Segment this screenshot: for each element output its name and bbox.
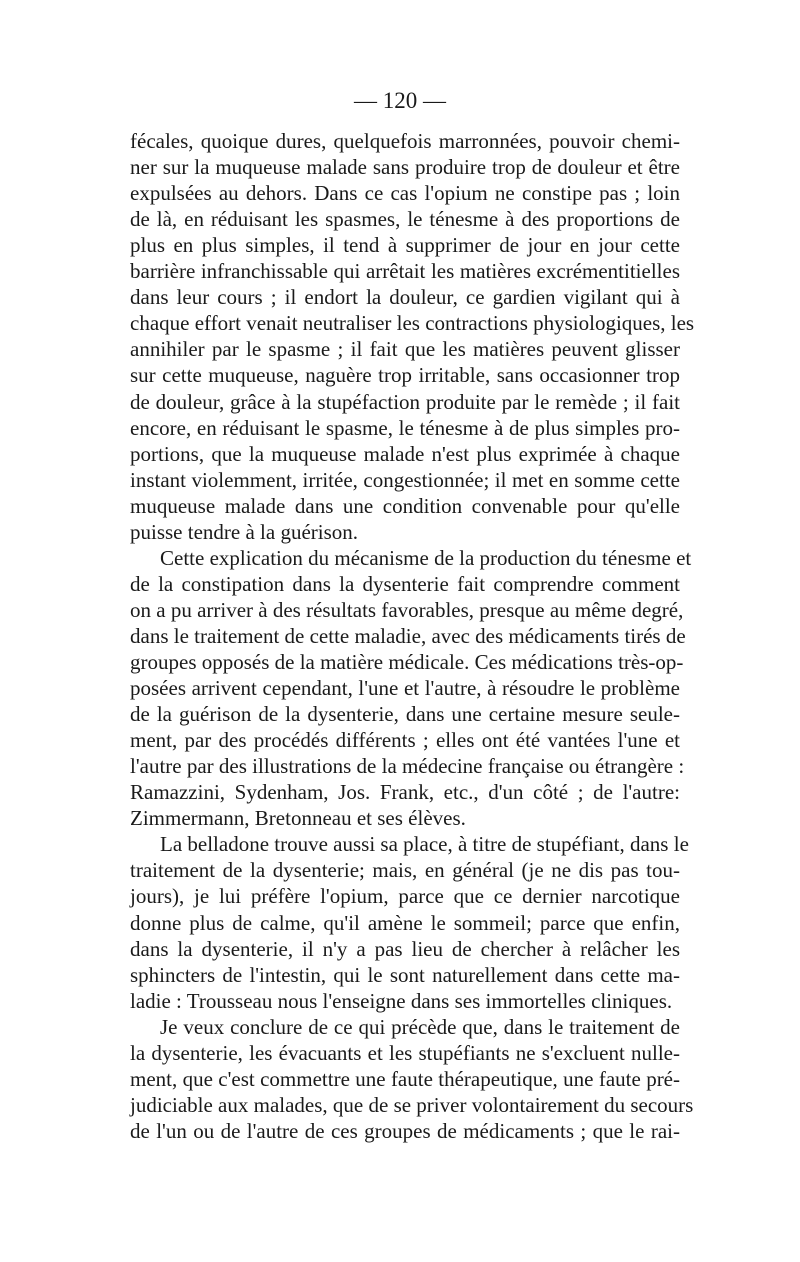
text-line: groupes opposés de la matière médicale. Ces médications très-op- xyxy=(130,650,684,674)
text-line: la dysenterie, les évacuants et les stupéfiants ne s'excluent nulle- xyxy=(130,1040,680,1065)
text-line: Ramazzini, Sydenham, Jos. Frank, etc., d'un côté ; de l'autre: xyxy=(130,780,680,805)
text-line: sur cette muqueuse, naguère trop irritable, sans occasionner trop xyxy=(130,363,680,388)
text-line: ladie : Trousseau nous l'enseigne dans ses immortelles cliniques. xyxy=(130,988,673,1013)
text-line: donne plus de calme, qu'il amène le sommeil; parce que enfin, xyxy=(130,910,680,935)
text-line: ment, que c'est commettre une faute thérapeutique, une faute pré- xyxy=(130,1066,680,1091)
text-line: dans le traitement de cette maladie, avec des médicaments tirés de xyxy=(130,623,686,648)
text-line: expulsées au dehors. Dans ce cas l'opium ne constipe pas ; loin xyxy=(130,181,680,206)
text-line: de la constipation dans la dysenterie fait comprendre comment xyxy=(130,571,680,596)
text-line: portions, que la muqueuse malade n'est plus exprimée à chaque xyxy=(130,441,680,466)
text-line: de la guérison de la dysenterie, dans une certaine mesure seule- xyxy=(130,702,680,727)
text-line: muqueuse malade dans une condition convenable pour qu'elle xyxy=(130,493,680,518)
text-line: posées arrivent cependant, l'une et l'autre, à résoudre le problème xyxy=(130,676,680,701)
text-line: l'autre par des illustrations de la médecine française ou étrangère : xyxy=(130,754,685,779)
text-line: sphincters de l'intestin, qui le sont naturellement dans cette ma- xyxy=(130,962,680,987)
text-line: ner sur la muqueuse malade sans produire trop de douleur et être xyxy=(130,155,680,180)
text-line: de douleur, grâce à la stupéfaction produite par le remède ; il fait xyxy=(130,389,680,414)
text-line: traitement de la dysenterie; mais, en général (je ne dis pas tou- xyxy=(130,858,680,883)
text-line: encore, en réduisant le spasme, le ténesme à de plus simples pro- xyxy=(130,415,680,440)
text-line: Zimmermann, Bretonneau et ses élèves. xyxy=(130,806,466,831)
text-line: annihiler par le spasme ; il fait que les matières peuvent glisser xyxy=(130,337,680,362)
text-line: judiciable aux malades, que de se priver volontairement du secours xyxy=(130,1092,694,1117)
page-number: — 120 — xyxy=(354,88,446,113)
text-line: Cette explication du mécanisme de la production du ténesme et xyxy=(160,545,692,570)
text-line: de là, en réduisant les spasmes, le ténesme à des proportions de xyxy=(130,207,680,232)
text-line: fécales, quoique dures, quelquefois marronnées, pouvoir chemi- xyxy=(130,129,680,153)
text-line: dans la dysenterie, il n'y a pas lieu de chercher à relâcher les xyxy=(130,936,680,961)
text-line: ment, par des procédés différents ; elles ont été vantées l'une et xyxy=(130,728,680,753)
text-line: barrière infranchissable qui arrêtait les matières excrémentitielles xyxy=(130,259,680,284)
text-line: dans leur cours ; il endort la douleur, ce gardien vigilant qui à xyxy=(130,285,680,310)
text-line: chaque effort venait neutraliser les contractions physiologiques, les xyxy=(130,311,695,336)
text-line: instant violemment, irritée, congestionnée; il met en somme cette xyxy=(130,467,680,492)
text-line: jours), je lui préfère l'opium, parce que ce dernier narcotique xyxy=(130,884,680,909)
text-line: Je veux conclure de ce qui précède que, dans le traitement de xyxy=(160,1014,680,1039)
text-line: plus en plus simples, il tend à supprimer de jour en jour cette xyxy=(130,233,680,258)
text-line: puisse tendre à la guérison. xyxy=(130,519,359,544)
text-line: de l'un ou de l'autre de ces groupes de médicaments ; que le rai- xyxy=(130,1118,680,1143)
text-line: on a pu arriver à des résultats favorables, presque au même degré, xyxy=(130,597,684,622)
text-line: La belladone trouve aussi sa place, à titre de stupéfiant, dans le xyxy=(160,832,689,857)
